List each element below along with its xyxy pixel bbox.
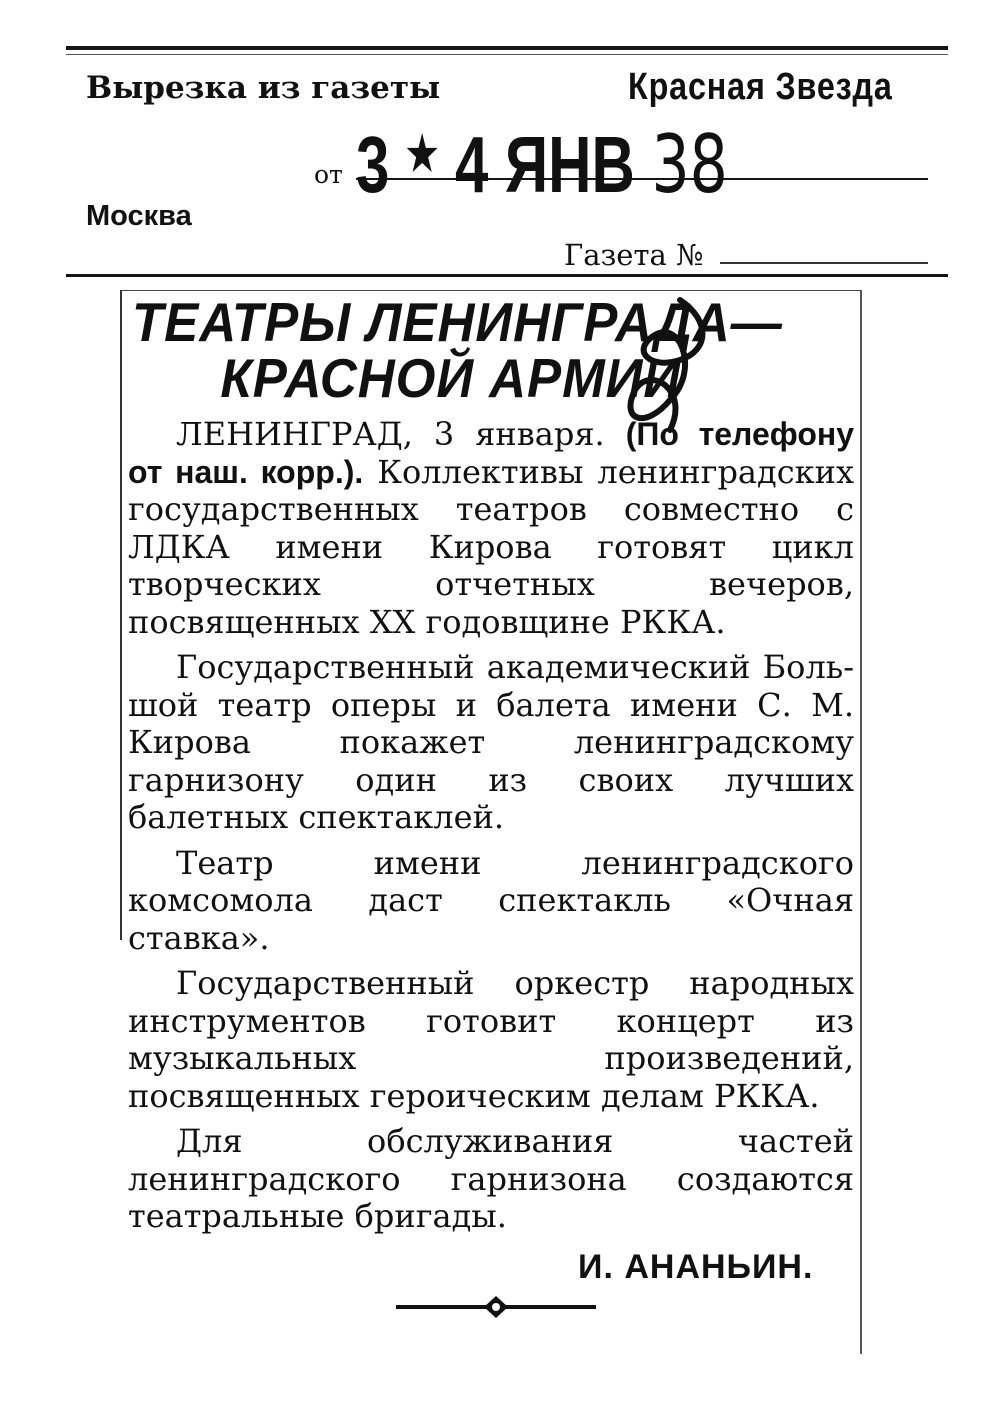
header-bottom-rule [66,274,948,277]
city-label: Москва [86,200,192,232]
date-prefix: от [314,160,343,189]
top-rule-thin [66,54,948,55]
article-paragraph: Театр имени ленинградского комсомола даст спектакль «Очная ставка». [128,843,854,957]
article-right-rule [860,290,862,1354]
article-paragraph [128,416,854,641]
end-ornament [396,1292,596,1322]
article-paragraph-1-text: Коллективы ленинградских государственных театров совместно с ЛДКА имени Кирова готовят цикл творческих отчетных вечеров, посвященных XX годовщине РККА. [128,452,854,641]
star-icon: ★ [406,128,439,181]
headline [132,291,872,409]
date-stamp [356,118,728,211]
date-day: 3 [356,120,390,209]
article-dateline: ЛЕНИНГРАД, 3 января. [176,415,605,453]
article-left-rule [120,290,122,940]
top-rule [66,46,948,50]
article-source: (По телефону от наш. корр.). [128,416,855,490]
author-signature: И. АНАНЬИН. [578,1248,814,1286]
date-day-month: 4 ЯНВ [455,120,635,209]
cutting-label: Вырезка из газеты [86,70,441,106]
article-body [128,416,854,1244]
headline-line-2: КРАСНОЙ АРМИИ [220,347,682,409]
article-paragraph: Государственный академический Большой театр оперы и балета имени С. М. Кирова покажет ленинградскому гарнизону один из своих лучших балетных спектаклей. [128,648,854,836]
headline-line-1: ТЕАТРЫ ЛЕНИНГРАДА— [132,291,783,353]
gazeta-underline [720,262,928,264]
gazeta-number-label: Газета № [564,238,704,272]
date-year: 38 [651,118,728,211]
article-paragraph: Государственный оркестр народных инструментов готовит концерт из музыкальных произведений, посвященных героическим делам РККА. [128,964,854,1115]
newspaper-name: Красная Звезда [628,66,893,108]
article-paragraph: Для обслуживания частей ленинградского гарнизона создаются театральные бригады. [128,1122,854,1235]
